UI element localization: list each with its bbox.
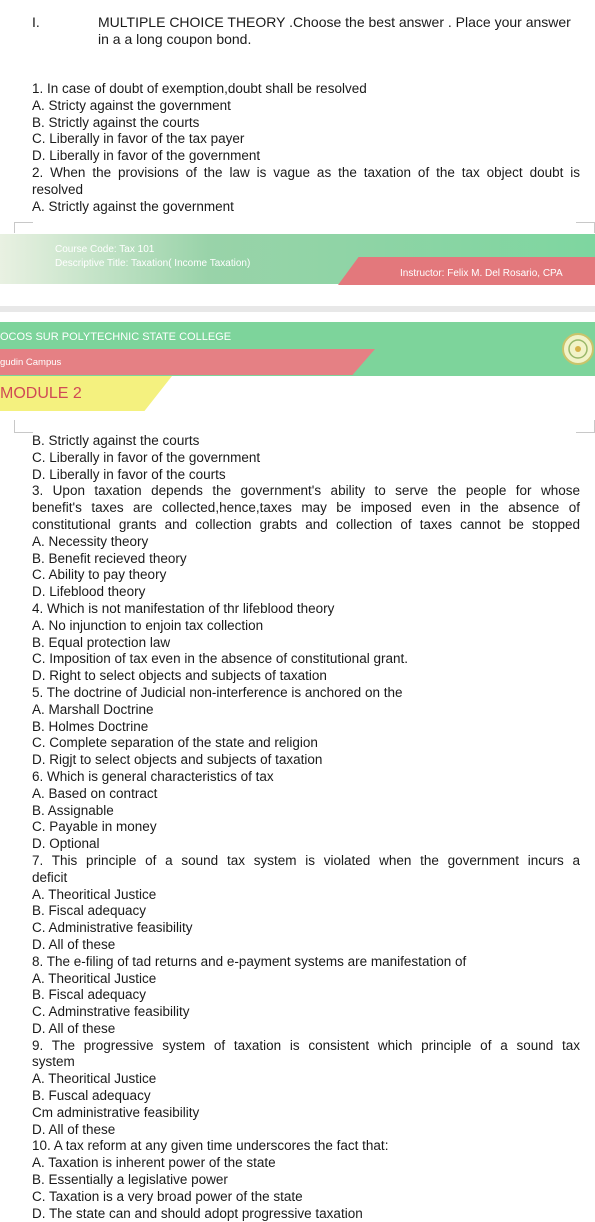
crop-corner-bottom-left: [14, 420, 33, 433]
answer-line: D. Lifeblood theory: [32, 584, 146, 600]
answer-line: A. Stricty against the government: [32, 97, 231, 113]
answer-line: C. Liberally in favor of the government: [32, 449, 261, 465]
answer-line: A. Strictly against the government: [32, 198, 234, 214]
answer-line: B. Strictly against the courts: [32, 114, 200, 130]
answer-line: B. Assignable: [32, 802, 114, 818]
answer-line: B. Equal protection law: [32, 634, 171, 650]
answer-line: A. Theoritical Justice: [32, 886, 157, 902]
answer-line: benefit's taxes are collected,hence,taxes may be imposed even in the absence of: [32, 500, 580, 516]
question-line: 5. The doctrine of Judicial non-interference is anchored on the: [32, 684, 403, 700]
descriptive-title: Descriptive Title: Taxation( Income Taxation): [55, 258, 251, 269]
answer-line: B. Fiscal adequacy: [32, 903, 147, 919]
answer-line: B. Fiscal adequacy: [32, 987, 147, 1003]
question-line: 4. Which is not manifestation of thr lifeblood theory: [32, 600, 335, 616]
answer-line: B. Fuscal adequacy: [32, 1088, 151, 1104]
answer-line: D. All of these: [32, 1020, 116, 1036]
answer-line: C. Complete separation of the state and religion: [32, 735, 318, 751]
answer-line: D. Right to select objects and subjects of taxation: [32, 668, 327, 684]
banner-divider: [0, 306, 595, 312]
course-banner: [0, 226, 595, 416]
answer-line: A. Taxation is inherent power of the state: [32, 1155, 276, 1171]
course-code: Course Code: Tax 101: [55, 244, 155, 255]
answer-line: D. All of these: [32, 936, 116, 952]
question-header: [0, 8, 595, 58]
answer-line: B. Strictly against the courts: [32, 433, 200, 448]
questions-part-1: [32, 81, 580, 215]
answer-line: system: [32, 1054, 75, 1070]
answer-line: C. Administrative feasibility: [32, 920, 193, 936]
answer-line: deficit: [32, 869, 68, 885]
answer-line: A. Marshall Doctrine: [32, 701, 154, 717]
answer-line: D. Liberally in favor of the courts: [32, 466, 226, 482]
answer-line: C. Payable in money: [32, 819, 157, 835]
question-line: 3. Upon taxation depends the government's ability to serve the people for whose: [32, 483, 580, 499]
crop-corner-bottom-right: [576, 420, 595, 433]
questions-part-2: [32, 433, 580, 1222]
answer-line: D. Rigjt to select objects and subjects of taxation: [32, 752, 323, 768]
answer-line: B. Benefit recieved theory: [32, 550, 187, 566]
answer-line: A. Theoritical Justice: [32, 970, 157, 986]
answer-line: constitutional grants and collection grabts and collection of taxes cannot be stopped: [32, 516, 580, 532]
answer-line: C. Ability to pay theory: [32, 567, 167, 583]
answer-line: A. Theoritical Justice: [32, 1071, 157, 1087]
instructor-name: Instructor: Felix M. Del Rosario, CPA: [400, 268, 563, 279]
school-name: OCOS SUR POLYTECHNIC STATE COLLEGE: [0, 331, 232, 343]
question-line: 8. The e-filing of tad returns and e-payment systems are manifestation of: [32, 953, 467, 969]
school-seal-icon: [560, 331, 595, 367]
answer-line: resolved: [32, 181, 84, 197]
answer-line: D. All of these: [32, 1121, 116, 1137]
question-line: 6. Which is general characteristics of tax: [32, 768, 274, 784]
question-line: 9. The progressive system of taxation is consistent which principle of a sound tax: [32, 1037, 580, 1053]
question-line: 10. A tax reform at any given time underscores the fact that:: [32, 1138, 389, 1154]
answer-line: A. Based on contract: [32, 785, 158, 801]
answer-line: B. Essentially a legislative power: [32, 1172, 228, 1188]
answer-line: A. Necessity theory: [32, 533, 149, 549]
section-number: I.: [32, 14, 40, 30]
answer-line: C. Imposition of tax even in the absence of constitutional grant.: [32, 651, 408, 667]
question-line: 7. This principle of a sound tax system is violated when the government incurs a: [32, 852, 580, 868]
question-line: 2. When the provisions of the law is vague as the taxation of the tax object doubt is: [32, 164, 580, 180]
answer-line: D. The state can and should adopt progressive taxation: [32, 1205, 363, 1221]
answer-line: B. Holmes Doctrine: [32, 718, 149, 734]
question-line: 1. In case of doubt of exemption,doubt shall be resolved: [32, 81, 367, 96]
answer-line: A. No injunction to enjoin tax collection: [32, 617, 264, 633]
answer-line: C. Liberally in favor of the tax payer: [32, 131, 245, 147]
answer-line: D. Optional: [32, 836, 100, 852]
instructions: MULTIPLE CHOICE THEORY .Choose the best answer . Place your answer in a a long coupon bond.: [98, 14, 571, 47]
answer-line: C. Taxation is a very broad power of the state: [32, 1188, 303, 1204]
answer-line: Cm administrative feasibility: [32, 1104, 200, 1120]
module-title: MODULE 2: [0, 385, 82, 402]
campus-name: gudin Campus: [0, 357, 62, 368]
answer-line: D. Liberally in favor of the government: [32, 148, 261, 164]
answer-line: C. Adminstrative feasibility: [32, 1004, 190, 1020]
